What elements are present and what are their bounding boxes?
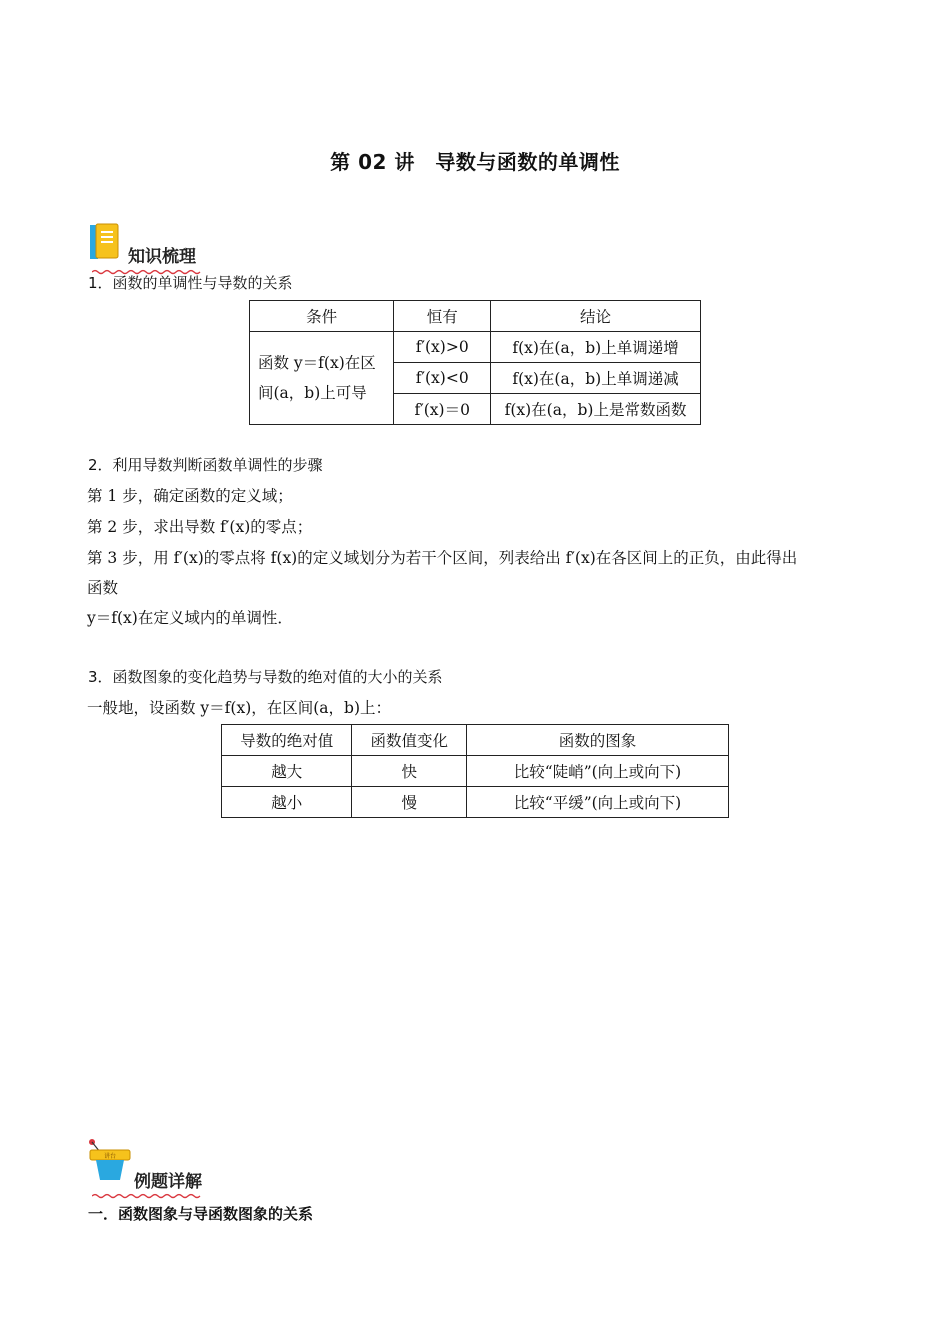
table-cell: f(x)在(a，b)上是常数函数	[491, 394, 701, 425]
step-line: 函数	[87, 579, 119, 597]
table-header: 恒有	[394, 301, 491, 332]
table-cell: 快	[352, 756, 467, 787]
table-cell: f(x)在(a，b)上单调递减	[491, 363, 701, 394]
table-cell: f(x)在(a，b)上单调递增	[491, 332, 701, 363]
table-cell: f′(x)>0	[394, 332, 491, 363]
podium-badge-text: 讲台	[103, 1153, 117, 1160]
table-cell: 比较“陡峭”(向上或向下)	[466, 756, 728, 787]
table-cell: 越小	[222, 787, 352, 818]
table-header: 条件	[250, 301, 394, 332]
step-line: y＝f(x)在定义域内的单调性．	[87, 609, 293, 627]
table-header: 函数值变化	[352, 725, 467, 756]
table-cell: 比较“平缓”(向上或向下)	[466, 787, 728, 818]
table-header: 结论	[491, 301, 701, 332]
heading-3: 3．函数图象的变化趋势与导数的绝对值的大小的关系	[88, 668, 443, 686]
monotonicity-table	[249, 300, 701, 425]
table-cell-condition: 函数 y＝f(x)在区 间(a，b)上可导	[250, 332, 394, 425]
step-line: 第 2 步，求出导数 f′(x)的零点；	[87, 518, 313, 536]
table-cell: 越大	[222, 756, 352, 787]
wavy-underline	[92, 1184, 204, 1190]
section-label-knowledge: 知识梳理	[128, 247, 196, 267]
table-cell: f′(x)<0	[394, 363, 491, 394]
table-header: 函数的图象	[466, 725, 728, 756]
heading-4: 一．函数图象与导函数图象的关系	[88, 1205, 314, 1223]
step-line: 第 3 步，用 f′(x)的零点将 f(x)的定义域划分为若干个区间，列表给出 f′(x)在各区间上的正负，由此得出	[87, 549, 798, 567]
intro-line: 一般地，设函数 y＝f(x)，在区间(a，b)上：	[87, 699, 392, 717]
table-cell: f′(x)＝0	[394, 394, 491, 425]
table-header: 导数的绝对值	[222, 725, 352, 756]
page-title: 第 02 讲 导数与函数的单调性	[330, 150, 620, 174]
gradient-table	[221, 724, 729, 818]
podium-icon	[88, 1136, 132, 1188]
heading-2: 2．利用导数判断函数单调性的步骤	[88, 456, 323, 474]
step-line: 第 1 步，确定函数的定义域；	[87, 487, 293, 505]
wavy-underline	[92, 260, 202, 266]
heading-1: 1．函数的单调性与导数的关系	[88, 274, 293, 292]
section-label-examples: 例题详解	[134, 1172, 202, 1192]
table-cell: 慢	[352, 787, 467, 818]
